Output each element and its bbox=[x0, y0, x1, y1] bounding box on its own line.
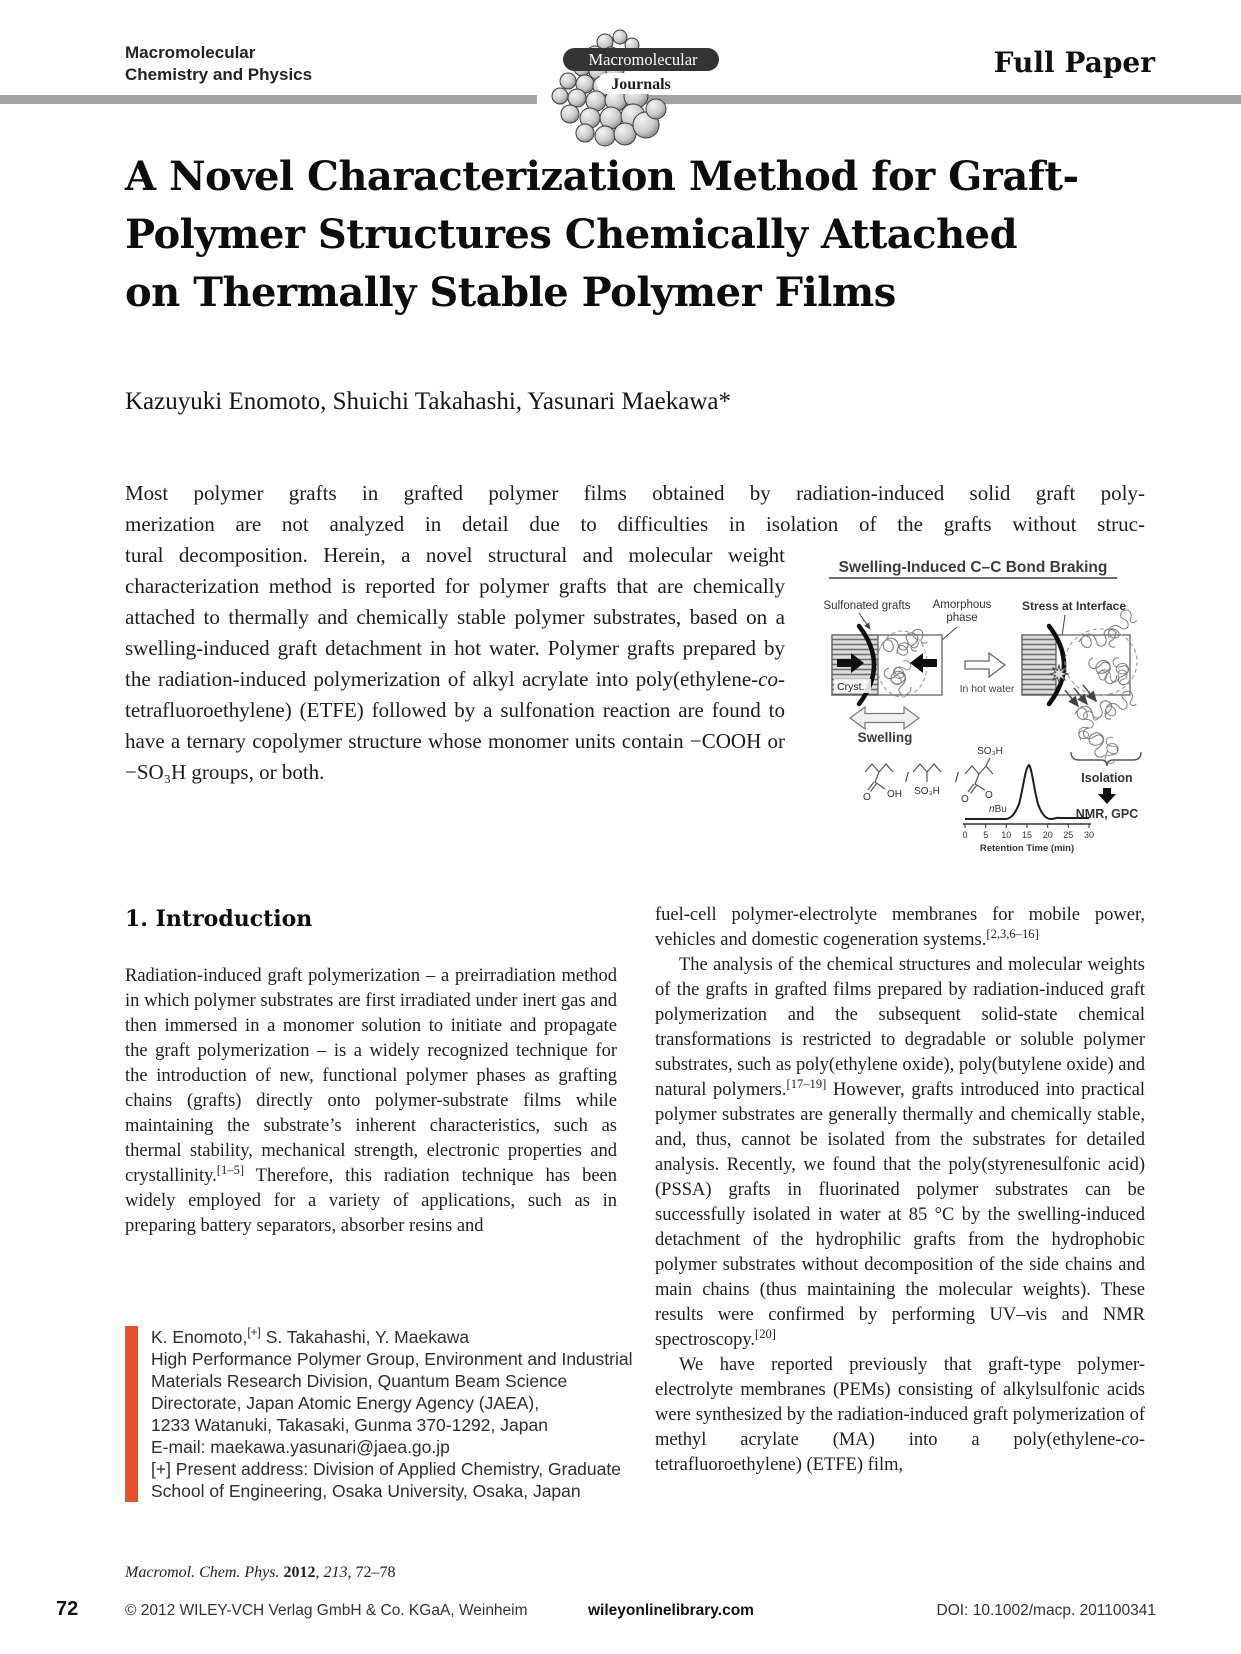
footnote-email-line: E-mail: maekawa.yasunari@jaea.go.jp bbox=[151, 1437, 450, 1457]
starburst-icon bbox=[1050, 665, 1068, 683]
article-type-label: Full Paper bbox=[993, 46, 1155, 79]
svg-text:0: 0 bbox=[962, 830, 968, 840]
svg-text:OH: OH bbox=[887, 789, 902, 800]
svg-text:nBu: nBu bbox=[989, 804, 1007, 815]
footnote-line: [+] Present address: Division of Applied Chemistry, Graduate bbox=[151, 1459, 621, 1479]
logo-graphic bbox=[535, 26, 733, 154]
intro-paragraph-3: We have reported previously that graft-type polymer-electrolyte membranes (PEMs) consisting of alkylsulfonic acids were synthesized by the radiation-induced graft polymerization of methyl acrylate (MA) into a poly(ethylene-co-tetrafluoroethylene) (ETFE) film, bbox=[655, 1355, 1145, 1475]
section-heading-introduction: 1. Introduction bbox=[125, 906, 313, 932]
svg-text:20: 20 bbox=[1042, 830, 1053, 840]
label-amorphous-phase: phase bbox=[946, 612, 978, 624]
svg-text:/: / bbox=[905, 769, 909, 785]
isolated-chains bbox=[1072, 689, 1137, 764]
label-swelling: Swelling bbox=[857, 730, 913, 745]
journal-brand bbox=[125, 42, 312, 86]
crystalline-region-right bbox=[1022, 635, 1056, 695]
author-list: Kazuyuki Enomoto, Shuichi Takahashi, Yasunari Maekawa* bbox=[125, 388, 732, 415]
journal-brand-line2: Chemistry and Physics bbox=[125, 65, 313, 84]
wiley-online-library-link: wileyonlinelibrary.com bbox=[588, 1602, 754, 1619]
abstract-wrapped-text: tural decomposition. Herein, a novel structural and molecular weight characterization method is reported for polymer grafts that are chemically attached to thermally and chemically stable polymer substrates, based on a swelling-induced graft detachment in hot water. Polymer grafts prepared by the radiation-induced polymerization of alkyl acrylate into poly(ethylene-co-tetrafluoroethylene) (ETFE) followed by a sulfonation reaction are found to have a ternary copolymer structure whose monomer units contain −COOH or −SO₃H groups, or both. bbox=[125, 543, 785, 784]
intro-paragraph-1: Radiation-induced graft polymerization – a preirradiation method in which polymer substrates are first irradiated under inert gas and then immersed in a monomer solution to initiate and propagate the graft polymerization – is a widely recognized technique for the introduction of new, functional polymer phases as grafting chains (grafts) directly onto polymer-substrate films while maintaining the substrate’s inherent characteristics, such as thermal stability, mechanical strength, electronic properties and crystallinity.[1–5] Therefore, this radiation technique has been widely employed for a variety of applications, such as in preparing battery separators, absorber resins and bbox=[125, 966, 617, 1236]
label-sulfonated-grafts: Sulfonated grafts bbox=[823, 600, 911, 612]
swelling-arrow-icon bbox=[850, 707, 919, 729]
title-line-2: Polymer Structures Chemically Attached bbox=[125, 211, 1018, 258]
label-amorphous: Amorphous bbox=[932, 599, 992, 611]
footnote-line: School of Engineering, Osaka University, Osaka, Japan bbox=[151, 1481, 581, 1501]
svg-text:15: 15 bbox=[1021, 830, 1033, 840]
svg-text:5: 5 bbox=[983, 830, 989, 840]
label-nmr-gpc: NMR, GPC bbox=[1075, 807, 1139, 821]
intro-right-column bbox=[655, 903, 1145, 1478]
hot-water-arrow-icon bbox=[965, 653, 1005, 677]
intro-left-column bbox=[125, 964, 617, 1239]
abstract-line-2: merization are not analyzed in detail due to difficulties in isolation of the grafts without struc- bbox=[125, 512, 1145, 536]
footnote-line: K. Enomoto,[+] S. Takahashi, Y. Maekawa bbox=[151, 1325, 470, 1347]
footnote-line: Materials Research Division, Quantum Beam Science bbox=[151, 1371, 568, 1391]
isolation-arrow-icon bbox=[1098, 788, 1116, 804]
abstract bbox=[125, 478, 1145, 860]
label-cryst: Cryst. bbox=[837, 681, 865, 693]
svg-text:O: O bbox=[985, 790, 993, 801]
graphical-abstract-figure bbox=[797, 542, 1145, 858]
intro-paragraph-2: The analysis of the chemical structures and molecular weights of the grafts in grafted films prepared by radiation-induced graft polymerization and the subsequent solid-state chemical transformations is restricted to degradable or soluble polymer substrates, such as poly(ethylene oxide), poly(butylene oxide) and natural polymers.[17–19] However, grafts introduced into practical polymer substrates are generally thermally and chemically stable, and, thus, cannot be isolated from the substrates for detailed analysis. Recently, we found that the poly(styrenesulfonic acid) (PSSA) grafts in fluorinated polymer substrates can be successfully isolated in water at 85 °C by the swelling-induced detachment of the hydrophilic grafts from the hydrophobic polymer substrates without decomposition of the side chains and main chains (thus maintaining the molecular weights). These results were confirmed by performing UV–vis and NMR spectroscopy.[20] bbox=[655, 955, 1145, 1350]
macromolecular-journals-logo bbox=[535, 26, 733, 154]
journal-reference: Macromol. Chem. Phys. 2012, 213, 72–78 bbox=[125, 1564, 396, 1581]
abstract-line-1: Most polymer grafts in grafted polymer films obtained by radiation-induced solid graft poly- bbox=[125, 481, 1145, 505]
journal-brand-line1: Macromolecular bbox=[125, 43, 256, 62]
detaching-film-panel bbox=[1022, 608, 1137, 706]
gpc-tick-labels bbox=[962, 830, 1094, 840]
svg-text:30: 30 bbox=[1083, 830, 1095, 840]
svg-text:O: O bbox=[863, 792, 871, 803]
page-title bbox=[125, 148, 1079, 322]
gpc-plot bbox=[962, 765, 1094, 854]
chromatogram-curve bbox=[965, 765, 1089, 819]
title-line-1: A Novel Characterization Method for Graft- bbox=[125, 153, 1079, 200]
page-number: 72 bbox=[56, 1598, 79, 1620]
swollen-film-panel bbox=[832, 626, 942, 704]
footnote-line: Directorate, Japan Atomic Energy Agency (JAEA), bbox=[151, 1393, 540, 1413]
svg-text:SO₃H: SO₃H bbox=[977, 746, 1003, 757]
intro-paragraph-1-continued: fuel-cell polymer-electrolyte membranes for mobile power, vehicles and domestic cogeneration systems.[2,3,6–16] bbox=[655, 905, 1145, 950]
svg-text:O: O bbox=[961, 794, 969, 805]
copolymer-labels bbox=[863, 746, 1007, 815]
graphical-abstract bbox=[797, 542, 1145, 858]
logo-badge-top-label: Macromolecular bbox=[588, 50, 698, 69]
affiliation-footnote bbox=[125, 1326, 670, 1502]
gpc-x-axis-label: Retention Time (min) bbox=[979, 843, 1075, 854]
label-isolation: Isolation bbox=[1081, 771, 1133, 785]
footnote-text bbox=[151, 1326, 632, 1502]
svg-text:10: 10 bbox=[1001, 830, 1012, 840]
svg-text:/: / bbox=[955, 769, 959, 785]
label-in-hot-water: In hot water bbox=[959, 683, 1015, 695]
svg-text:25: 25 bbox=[1063, 830, 1074, 840]
title-line-3: on Thermally Stable Polymer Films bbox=[125, 269, 896, 316]
figure-title: Swelling-Induced C–C Bond Braking bbox=[838, 559, 1108, 576]
svg-text:SO₃H: SO₃H bbox=[914, 786, 940, 797]
logo-badge-bottom-label: Journals bbox=[611, 76, 671, 93]
footnote-accent-bar bbox=[125, 1326, 138, 1502]
footnote-line: High Performance Polymer Group, Environment and Industrial bbox=[151, 1349, 633, 1369]
doi-label: DOI: 10.1002/macp. 201100341 bbox=[936, 1602, 1156, 1619]
label-stress-at-interface: Stress at Interface bbox=[1021, 599, 1127, 613]
footnote-line: 1233 Watanuki, Takasaki, Gunma 370-1292, Japan bbox=[151, 1415, 548, 1435]
copyright-notice: © 2012 WILEY-VCH Verlag GmbH & Co. KGaA, Weinheim bbox=[125, 1602, 528, 1619]
